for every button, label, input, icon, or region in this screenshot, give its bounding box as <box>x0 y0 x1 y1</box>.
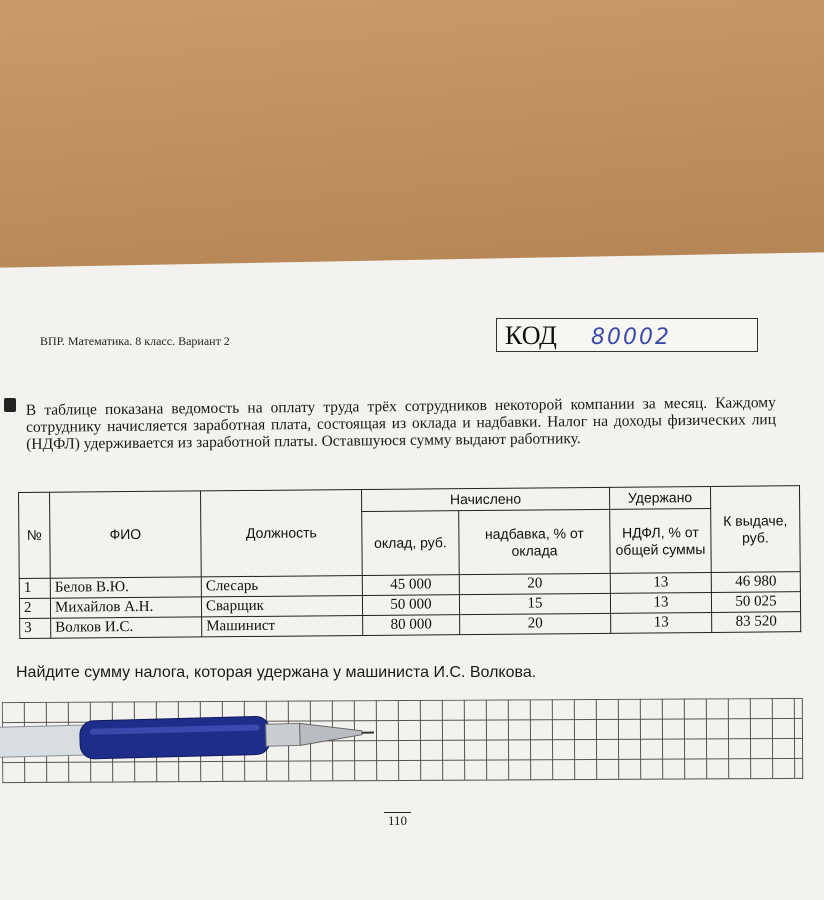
header-withheld: Удержано <box>609 486 710 509</box>
row-num: 2 <box>19 598 50 618</box>
row-position: Слесарь <box>201 575 362 596</box>
row-fio: Михайлов А.Н. <box>50 597 201 618</box>
header-num: № <box>19 492 51 578</box>
row-payout: 83 520 <box>712 612 801 633</box>
task-number-marker <box>4 398 16 412</box>
code-label: КОД <box>505 321 557 351</box>
row-num: 1 <box>19 578 50 598</box>
header-fio: ФИО <box>50 491 202 578</box>
header-position: Должность <box>200 490 362 577</box>
header-payout: К выдаче, руб. <box>710 486 800 573</box>
header-bonus: надбавка, % от оклада <box>459 509 611 574</box>
row-salary: 45 000 <box>362 575 459 596</box>
exam-title: ВПР. Математика. 8 класс. Вариант 2 <box>40 334 230 349</box>
row-bonus: 20 <box>459 573 610 594</box>
row-bonus: 15 <box>459 593 610 614</box>
row-fio: Волков И.С. <box>51 617 202 638</box>
pen-tip <box>300 722 363 746</box>
row-ndfl: 13 <box>610 572 711 593</box>
header-salary: оклад, руб. <box>362 511 460 576</box>
row-position: Машинист <box>202 615 363 636</box>
row-position: Сварщик <box>201 595 362 616</box>
row-ndfl: 13 <box>610 592 711 613</box>
page-marker: 110 <box>384 812 411 829</box>
row-num: 3 <box>20 618 51 638</box>
row-fio: Белов В.Ю. <box>50 577 201 598</box>
pen-grip <box>80 716 271 759</box>
task-question: Найдите сумму налога, которая удержана у машиниста И.С. Волкова. <box>16 664 536 682</box>
payroll-table <box>18 485 801 639</box>
row-ndfl: 13 <box>611 612 712 633</box>
row-salary: 80 000 <box>363 615 460 636</box>
row-payout: 46 980 <box>711 572 800 593</box>
header-accrued: Начислено <box>361 487 609 511</box>
row-salary: 50 000 <box>362 595 459 616</box>
code-value-handwritten: 80002 <box>591 325 671 350</box>
task-description: В таблице показана ведомость на оплату труда трёх сотрудников некоторой компании за месяц. Каждому сотруднику начисляется заработная плата, состоящая из оклада и надбавки. Налог на доходы физических лиц (НДФЛ) удерживается из заработной платы. Оставшуюся сумму выдают работнику. <box>26 394 776 453</box>
pen-barrel <box>0 725 90 758</box>
header-ndfl: НДФЛ, % от общей суммы <box>610 508 712 573</box>
pen <box>0 702 431 774</box>
code-box <box>496 318 758 352</box>
row-payout: 50 025 <box>711 592 800 613</box>
pen-collar <box>266 723 301 746</box>
row-bonus: 20 <box>460 613 611 634</box>
